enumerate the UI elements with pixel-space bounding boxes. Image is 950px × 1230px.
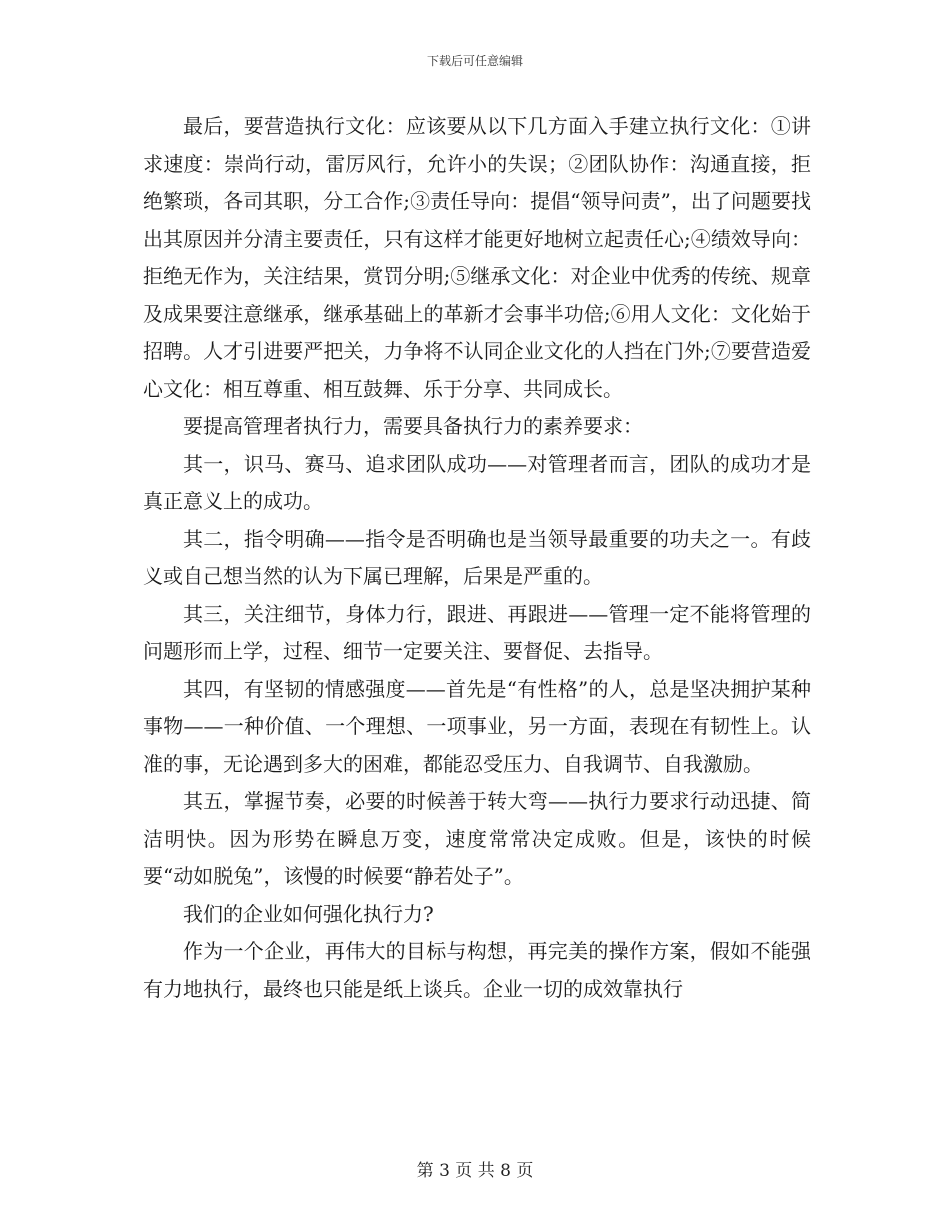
paragraph-point-1: 其一，识马、赛马、追求团队成功——对管理者而言，团队的成功才是真正意义上的成功。	[143, 451, 811, 513]
paragraph-point-2: 其二，指令明确——指令是否明确也是当领导最重要的功夫之一。有歧义或自己想当然的认为下属已理解，后果是严重的。	[143, 526, 811, 588]
page-footer: 第 3 页 共 8 页	[416, 1161, 534, 1181]
paragraph-point-4: 其四，有坚韧的情感强度——首先是“有性格”的人，总是坚决拥护某种事物——一种价值、一个理想、一项事业，另一方面，表现在有韧性上。认准的事，无论遇到多大的困难，都能忍受压力、自我调节、自我激励。	[143, 676, 811, 776]
paragraph-manager-requirements: 要提高管理者执行力，需要具备执行力的素养要求：	[183, 414, 643, 438]
document-body	[143, 108, 811, 1008]
page-header: 下载后可任意编辑	[426, 54, 523, 68]
paragraph-enterprise: 作为一个企业，再伟大的目标与构想，再完美的操作方案，假如不能强有力地执行，最终也只能是纸上谈兵。企业一切的成效靠执行	[143, 939, 811, 1001]
paragraph-question: 我们的企业如何强化执行力?	[183, 901, 434, 926]
paragraph-point-5: 其五，掌握节奏，必要的时候善于转大弯——执行力要求行动迅捷、简洁明快。因为形势在瞬息万变，速度常常决定成败。但是，该快的时候要“动如脱兔”，该慢的时候要“静若处子”。	[143, 789, 811, 888]
paragraph-execution-culture: 最后，要营造执行文化：应该要从以下几方面入手建立执行文化：①讲求速度：崇尚行动，雷厉风行，允许小的失误；②团队协作：沟通直接，拒绝繁琐，各司其职，分工合作;③责任导向：提倡“领导问责”，出了问题要找出其原因并分清主要责任，只有这样才能更好地树立起责任心;④绩效导向：拒绝无作为，关注结果，赏罚分明;⑤继承文化：对企业中优秀的传统、规章及成果要注意继承，继承基础上的革新才会事半功倍;⑥用人文化：文化始于招聘。人才引进要严把关，力争将不认同企业文化的人挡在门外;⑦要营造爱心文化：相互尊重、相互鼓舞、乐于分享、共同成长。	[143, 114, 811, 401]
paragraph-point-3: 其三，关注细节，身体力行，跟进、再跟进——管理一定不能将管理的问题形而上学，过程、细节一定要关注、要督促、去指导。	[143, 601, 811, 663]
